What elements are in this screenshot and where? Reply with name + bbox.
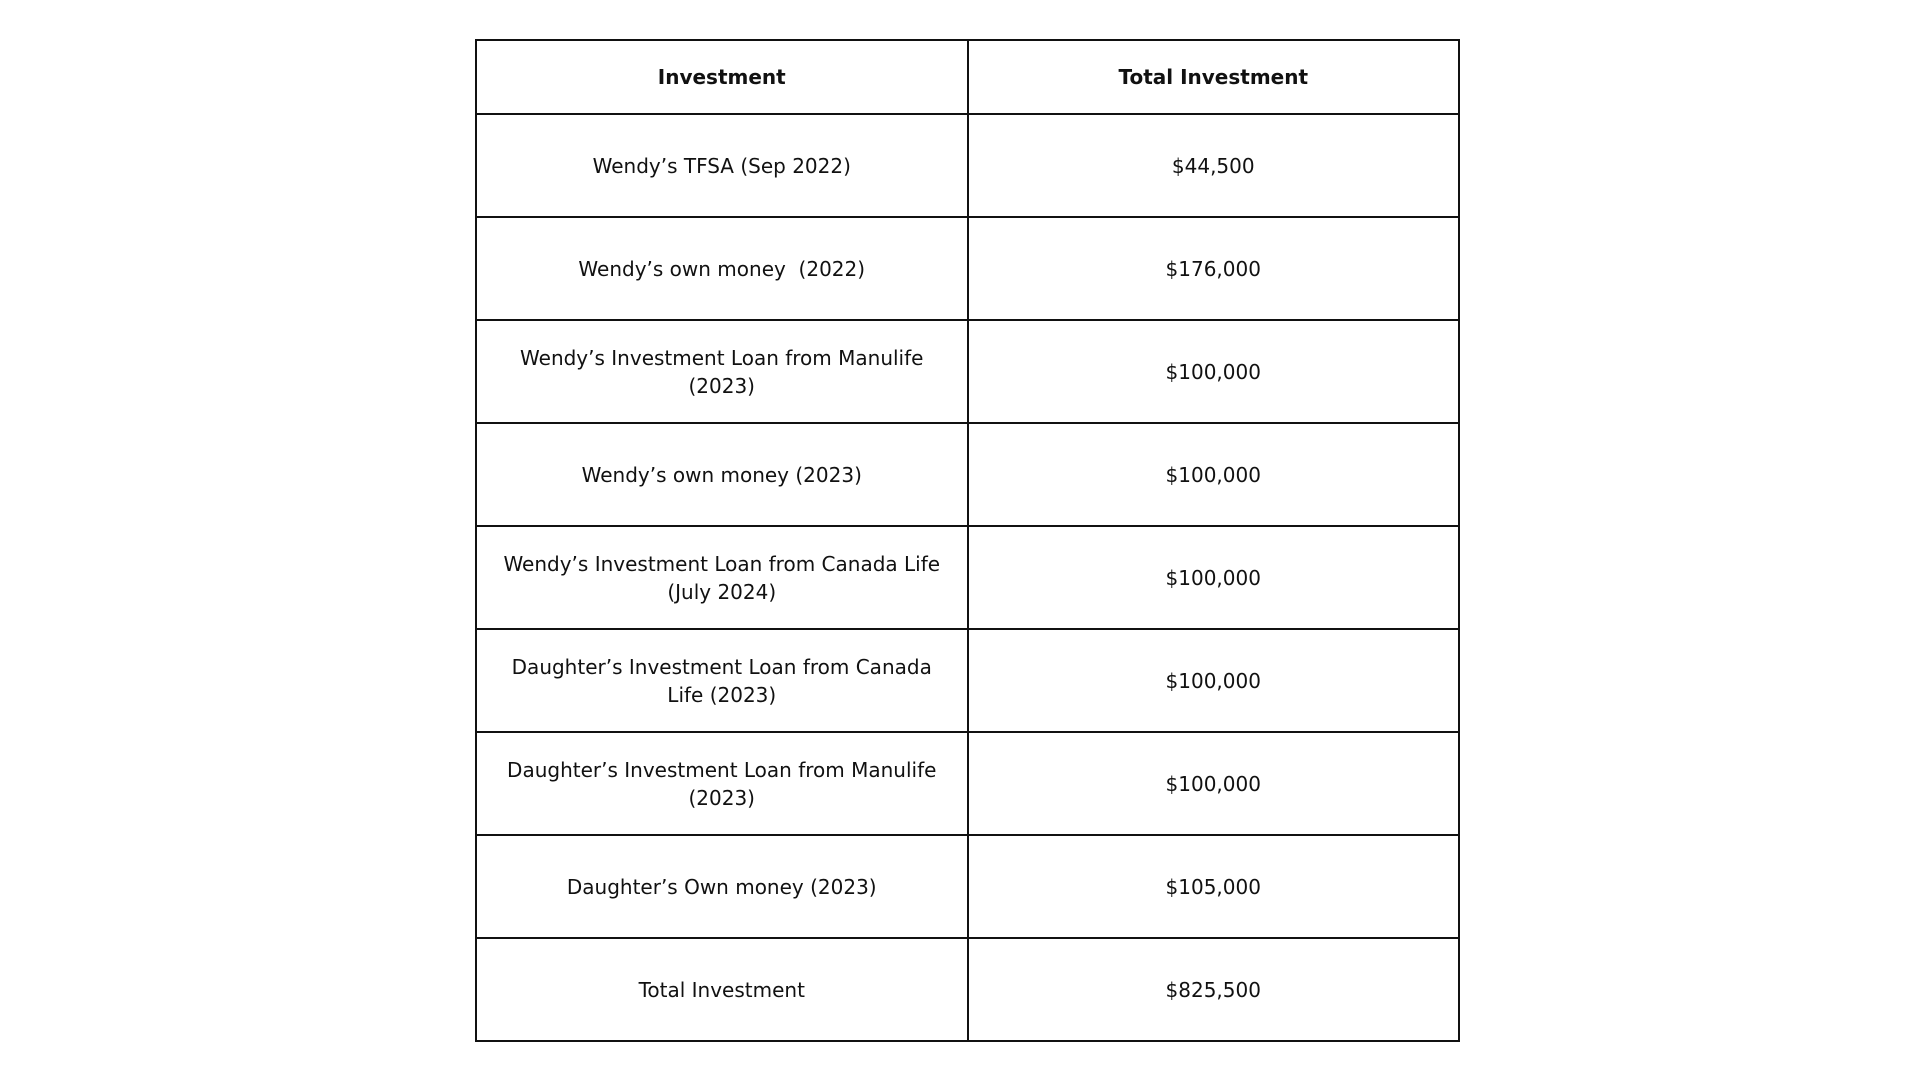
investment-cell: Daughter’s Investment Loan from Canada Life (2023)	[476, 629, 968, 732]
total-investment-cell: $105,000	[968, 835, 1460, 938]
table-header-row	[476, 40, 1459, 114]
total-investment-cell: $100,000	[968, 732, 1460, 835]
investment-cell: Wendy’s Investment Loan from Manulife (2023)	[476, 320, 968, 423]
total-investment-cell: $100,000	[968, 320, 1460, 423]
grand-total-cell: $825,500	[968, 938, 1460, 1041]
investment-cell: Wendy’s Investment Loan from Canada Life (July 2024)	[476, 526, 968, 629]
investment-cell: Wendy’s TFSA (Sep 2022)	[476, 114, 968, 217]
total-investment-cell: $100,000	[968, 526, 1460, 629]
total-investment-cell: $176,000	[968, 217, 1460, 320]
investment-total-label-cell: Total Investment	[476, 938, 968, 1041]
table-row	[476, 629, 1459, 732]
table-row	[476, 732, 1459, 835]
table-row	[476, 114, 1459, 217]
total-investment-cell: $100,000	[968, 629, 1460, 732]
table-row	[476, 423, 1459, 526]
total-investment-cell: $100,000	[968, 423, 1460, 526]
table-row	[476, 320, 1459, 423]
investment-cell: Wendy’s own money (2023)	[476, 423, 968, 526]
investment-table	[475, 39, 1460, 1042]
total-investment-cell: $44,500	[968, 114, 1460, 217]
table-row-total	[476, 938, 1459, 1041]
investment-cell: Daughter’s Own money (2023)	[476, 835, 968, 938]
table-row	[476, 526, 1459, 629]
investment-table-container	[475, 39, 1460, 1042]
table-row	[476, 217, 1459, 320]
column-header-investment: Investment	[476, 40, 968, 114]
table-row	[476, 835, 1459, 938]
investment-cell: Daughter’s Investment Loan from Manulife (2023)	[476, 732, 968, 835]
investment-cell: Wendy’s own money (2022)	[476, 217, 968, 320]
column-header-total-investment: Total Investment	[968, 40, 1460, 114]
